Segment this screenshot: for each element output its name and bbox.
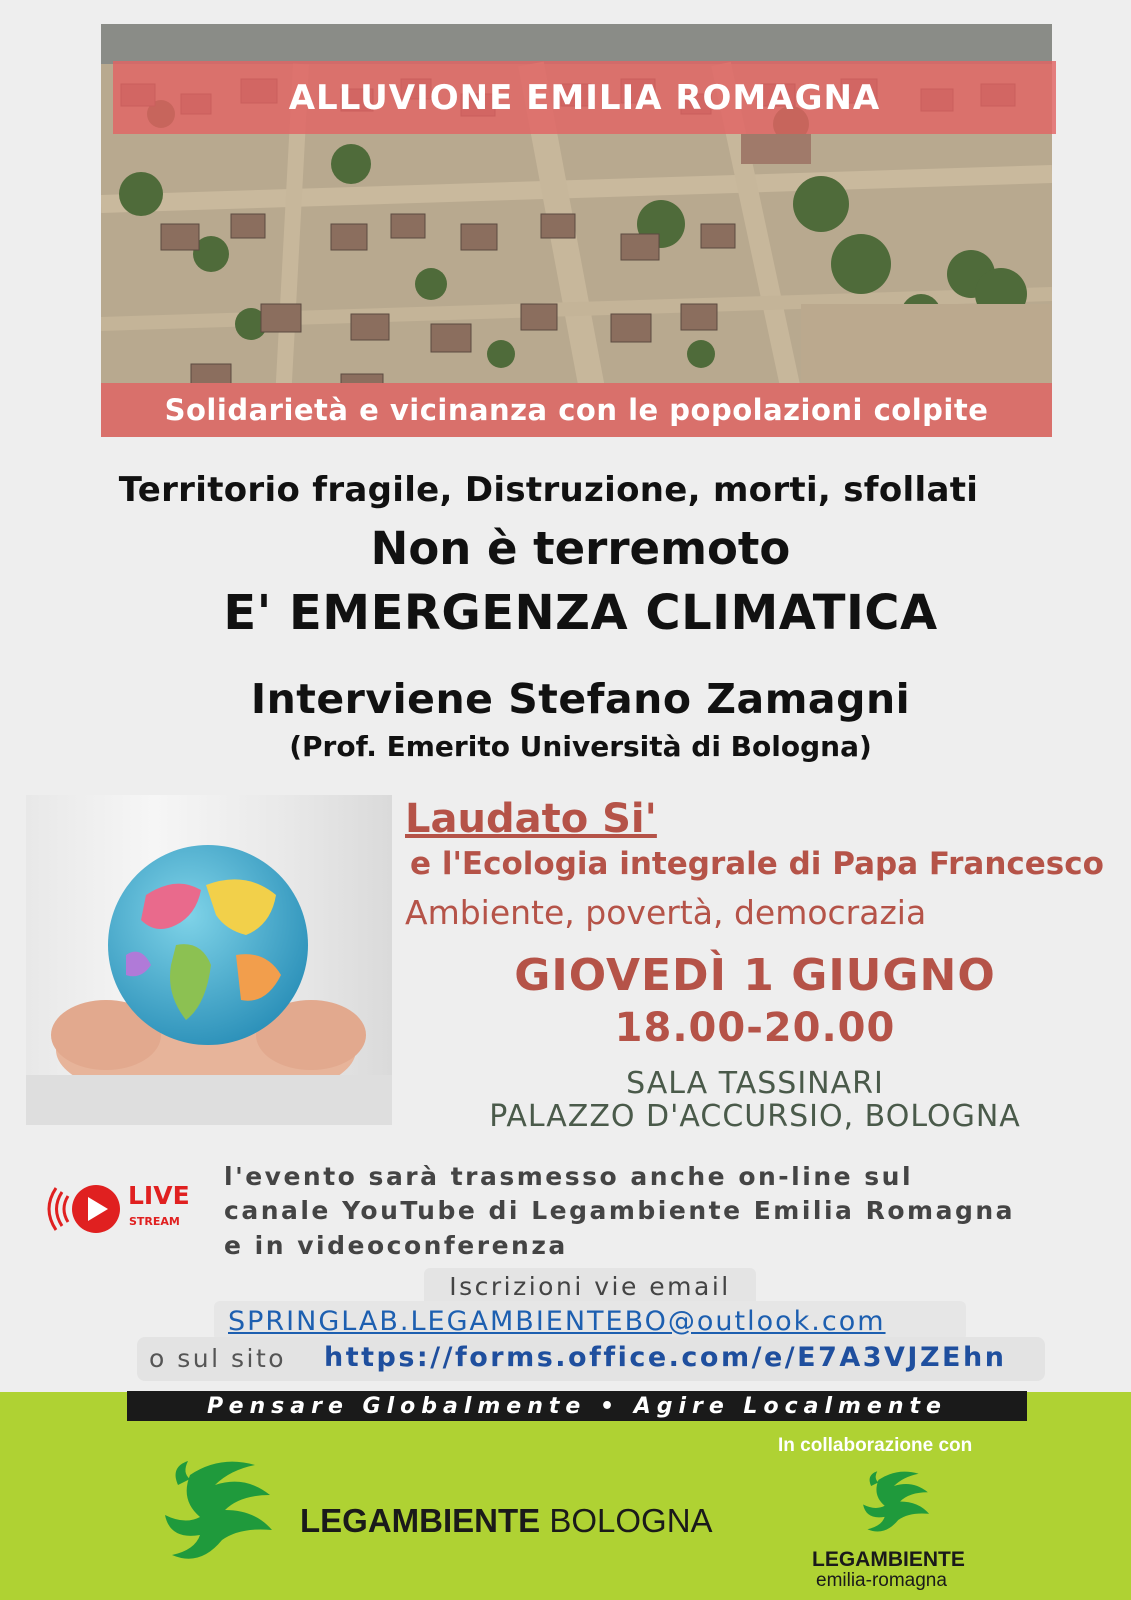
registration-email-link[interactable]: SPRINGLAB.LEGAMBIENTEBO@outlook.com	[228, 1306, 886, 1337]
collaboration-label: In collaborazione con	[778, 1435, 973, 1456]
registration-site-link[interactable]: https://forms.office.com/e/E7A3VJZEhn	[324, 1342, 1007, 1373]
globe-in-hands-photo	[26, 795, 392, 1125]
event-time: 18.00-20.00	[614, 1005, 896, 1051]
intro-subtitle: Territorio fragile, Distruzione, morti, sfollati	[118, 470, 979, 510]
org-name-regular: BOLOGNA	[540, 1502, 713, 1539]
live-badge-sub: STREAM	[129, 1215, 180, 1228]
stream-info-line: canale YouTube di Legambiente Emilia Romagna	[224, 1196, 1016, 1225]
slogan-bar: Pensare Globalmente • Agire Localmente	[127, 1391, 1027, 1421]
headline-primary: Non è terremoto	[370, 522, 791, 575]
live-badge-label: LIVE	[128, 1181, 190, 1210]
banner-title: ALLUVIONE EMILIA ROMAGNA	[113, 61, 1056, 134]
stream-info-line: l'evento sarà trasmesso anche on-line sul	[224, 1162, 914, 1191]
site-label: o sul sito	[149, 1344, 287, 1373]
event-title: Laudato Si'	[405, 796, 657, 842]
banner-subtitle: Solidarietà e vicinanza con le popolazioni colpite	[101, 383, 1052, 437]
live-stream-play-icon	[46, 1180, 126, 1242]
legambiente-swan-logo	[160, 1455, 280, 1574]
legambiente-er-swan-logo	[860, 1466, 934, 1544]
legambiente-er-sub: emilia-romagna	[816, 1570, 947, 1591]
speaker-name: Interviene Stefano Zamagni	[250, 675, 911, 723]
legambiente-er-name: LEGAMBIENTE	[812, 1548, 965, 1571]
registration-label: Iscrizioni vie email	[449, 1272, 731, 1301]
headline-secondary: E' EMERGENZA CLIMATICA	[223, 585, 938, 641]
legambiente-bologna-wordmark	[300, 1502, 713, 1540]
stream-info-line: e in videoconferenza	[224, 1231, 568, 1260]
event-venue-building: PALAZZO D'ACCURSIO, BOLOGNA	[489, 1099, 1021, 1134]
speaker-role: (Prof. Emerito Università di Bologna)	[289, 730, 872, 763]
event-venue-room: SALA TASSINARI	[626, 1066, 884, 1101]
event-topics: Ambiente, povertà, democrazia	[405, 893, 927, 932]
org-name-bold: LEGAMBIENTE	[300, 1502, 541, 1539]
event-date: GIOVEDÌ 1 GIUGNO	[514, 950, 996, 1001]
globe-illustration	[26, 795, 392, 1125]
event-subtitle: e l'Ecologia integrale di Papa Francesco	[410, 846, 1104, 882]
